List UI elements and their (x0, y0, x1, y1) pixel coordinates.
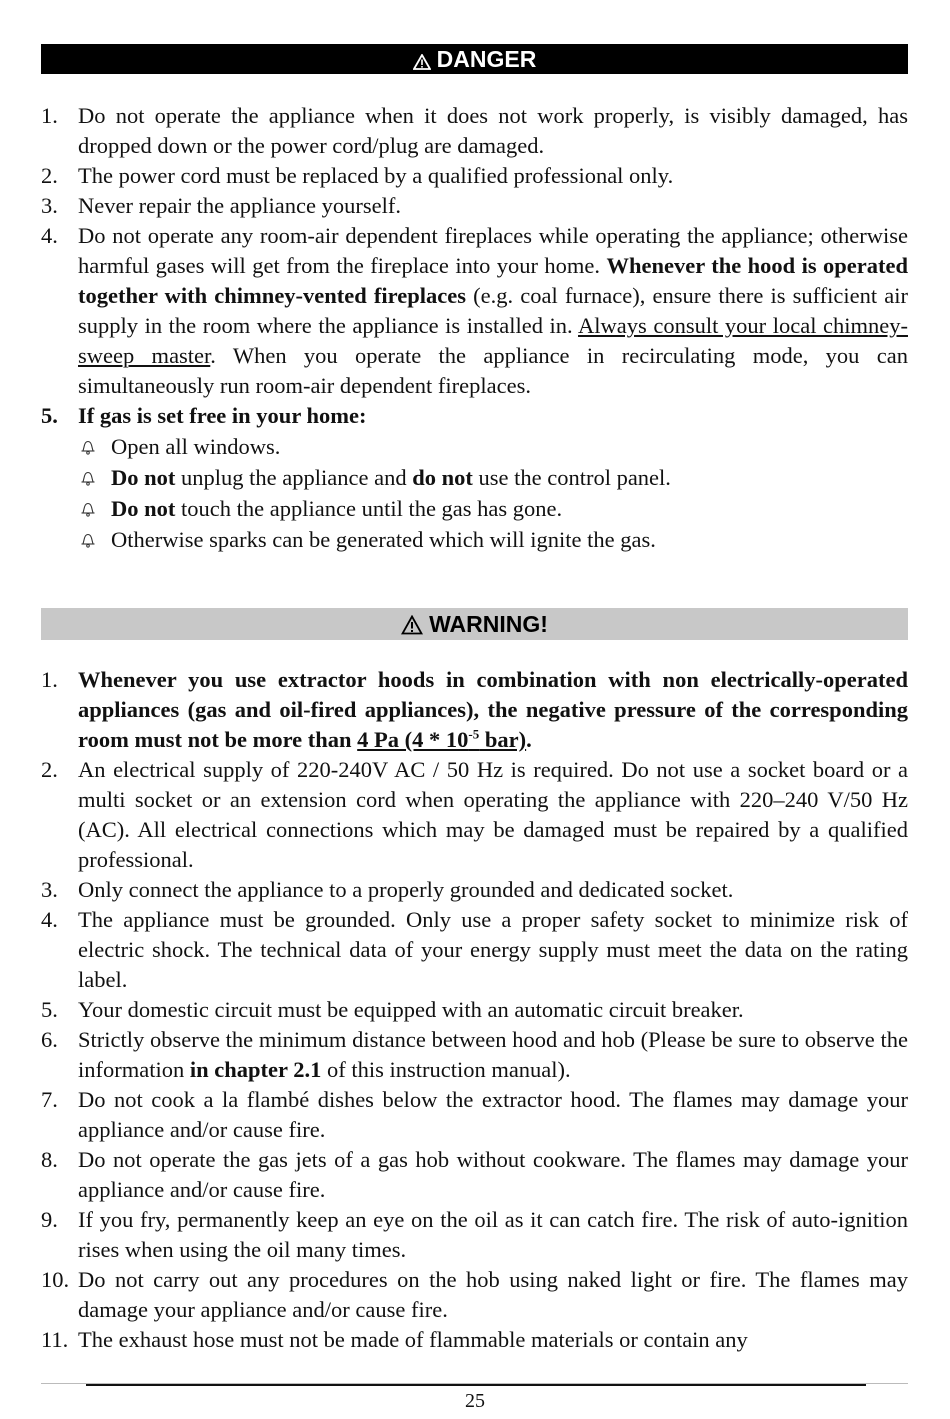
sub-item (78, 462, 908, 493)
warning-list (41, 665, 908, 1355)
item-number: 2. (41, 757, 58, 782)
gas-instructions (78, 431, 908, 555)
item-number: 10. (41, 1267, 70, 1292)
item-number: 6. (41, 1027, 58, 1052)
item-text: Your domestic circuit must be equipped with an automatic circuit breaker. (78, 997, 744, 1022)
item-bold-text (78, 667, 908, 752)
item-bold-text: Whenever the hood is operated together with chimney-vented fireplaces (78, 253, 908, 308)
bell-icon (80, 471, 96, 486)
sub-item (78, 493, 908, 524)
item-number: 3. (41, 877, 58, 902)
item-text: Do not operate the gas jets of a gas hob without cookware. The flames may damage your appliance and/or cause fire. (78, 1147, 908, 1202)
item-text: of this instruction manual). (321, 1057, 571, 1082)
warning-title: WARNING! (429, 611, 548, 637)
item-text: Whenever you use extractor hoods in combination with non electrically-operated appliances (gas and oil-fired appliances), the negative pressure of the corresponding room must not be more than (78, 667, 908, 752)
sub-item-text: Otherwise sparks can be generated which will ignite the gas. (111, 527, 656, 552)
danger-banner (41, 44, 908, 74)
list-item (41, 101, 908, 161)
list-item (41, 1145, 908, 1205)
list-item (41, 1085, 908, 1145)
item-number: 3. (41, 193, 58, 218)
list-item (41, 755, 908, 875)
item-text: Do not operate any room-air dependent fireplaces while operating the appliance; otherwise harmful gases will get from the fireplace into your home. (78, 223, 908, 278)
warning-banner (41, 608, 908, 640)
bell-icon (80, 502, 96, 517)
item-text: If you fry, permanently keep an eye on the oil as it can catch fire. The risk of auto-ignition rises when using the oil many times. (78, 1207, 908, 1262)
sub-item (78, 524, 908, 555)
item-number: 1. (41, 667, 58, 692)
item-text: Do not cook a la flambé dishes below the extractor hood. The flames may damage your appliance and/or cause fire. (78, 1087, 908, 1142)
exponent: -5 (468, 726, 480, 742)
sub-item (78, 431, 908, 462)
list-item (41, 1205, 908, 1265)
danger-title: DANGER (436, 46, 537, 72)
list-item (41, 191, 908, 221)
item-number: 4. (41, 223, 58, 248)
list-item (41, 1325, 908, 1355)
bell-icon (80, 533, 96, 548)
list-item (41, 875, 908, 905)
page-number: 25 (465, 1390, 485, 1412)
item-underlined-text: Always consult your local chimney-sweep master (78, 313, 908, 368)
item-text: (e.g. coal furnace), ensure there is sufficient air supply in the room where the appliance is installed in. (78, 283, 909, 338)
item-number: 2. (41, 163, 58, 188)
pressure-unit: bar) (479, 727, 527, 752)
item-number: 9. (41, 1207, 58, 1232)
sub-item-text: use the control panel. (472, 465, 671, 490)
list-item (41, 401, 908, 555)
list-item (41, 665, 908, 755)
sub-item-bold: Do not (111, 465, 176, 490)
item-bold-text: in chapter 2.1 (189, 1057, 322, 1082)
item-number: 8. (41, 1147, 58, 1172)
item-text: The appliance must be grounded. Only use a proper safety socket to minimize risk of electric shock. The technical data of your energy supply must meet the data on the rating label. (78, 907, 908, 992)
list-item (41, 905, 908, 995)
bell-icon (80, 440, 96, 455)
item-number: 11. (41, 1327, 69, 1352)
item-text: Never repair the appliance yourself. (78, 193, 401, 218)
item-heading: If gas is set free in your home: (78, 403, 367, 428)
item-number: 4. (41, 907, 58, 932)
item-text: Do not operate the appliance when it does not work properly, is visibly damaged, has dropped down or the power cord/plug are damaged. (78, 103, 908, 158)
sub-item-text: touch the appliance until the gas has gone. (175, 496, 563, 521)
item-text: The power cord must be replaced by a qualified professional only. (78, 163, 674, 188)
list-item (41, 221, 908, 401)
danger-list (41, 101, 908, 555)
list-item (41, 1025, 908, 1085)
warning-triangle-icon (413, 54, 431, 70)
item-text: Only connect the appliance to a properly grounded and dedicated socket. (78, 877, 734, 902)
sub-item-text: unplug the appliance and (175, 465, 413, 490)
item-text: The exhaust hose must not be made of flammable materials or contain any (78, 1327, 748, 1352)
list-item (41, 161, 908, 191)
sub-item-text: Open all windows. (111, 434, 281, 459)
item-underlined-text (357, 727, 526, 752)
pressure-value: 4 Pa (4 * 10 (357, 727, 469, 752)
sub-item-bold: do not (412, 465, 473, 490)
item-number: 7. (41, 1087, 58, 1112)
item-number: 5. (41, 403, 58, 428)
sub-item-bold: Do not (111, 496, 176, 521)
item-number: 5. (41, 997, 58, 1022)
footer-divider (86, 1384, 866, 1386)
item-text: Strictly observe the minimum distance between hood and hob (Please be sure to observe the information (78, 1027, 908, 1082)
warning-triangle-icon (401, 615, 423, 635)
item-number: 1. (41, 103, 58, 128)
item-text: . (526, 727, 532, 752)
item-text: An electrical supply of 220-240V AC / 50 Hz is required. Do not use a socket board or a multi socket or an extension cord when operating the appliance with 220–240 V/50 Hz (AC). All electrical connections which may be damaged must be repaired by a qualified professional. (78, 757, 908, 872)
item-text: Do not carry out any procedures on the hob using naked light or fire. The flames may damage your appliance and/or cause fire. (78, 1267, 908, 1322)
list-item (41, 995, 908, 1025)
list-item (41, 1265, 908, 1325)
item-text: . When you operate the appliance in recirculating mode, you can simultaneously run room-air dependent fireplaces. (78, 343, 908, 398)
